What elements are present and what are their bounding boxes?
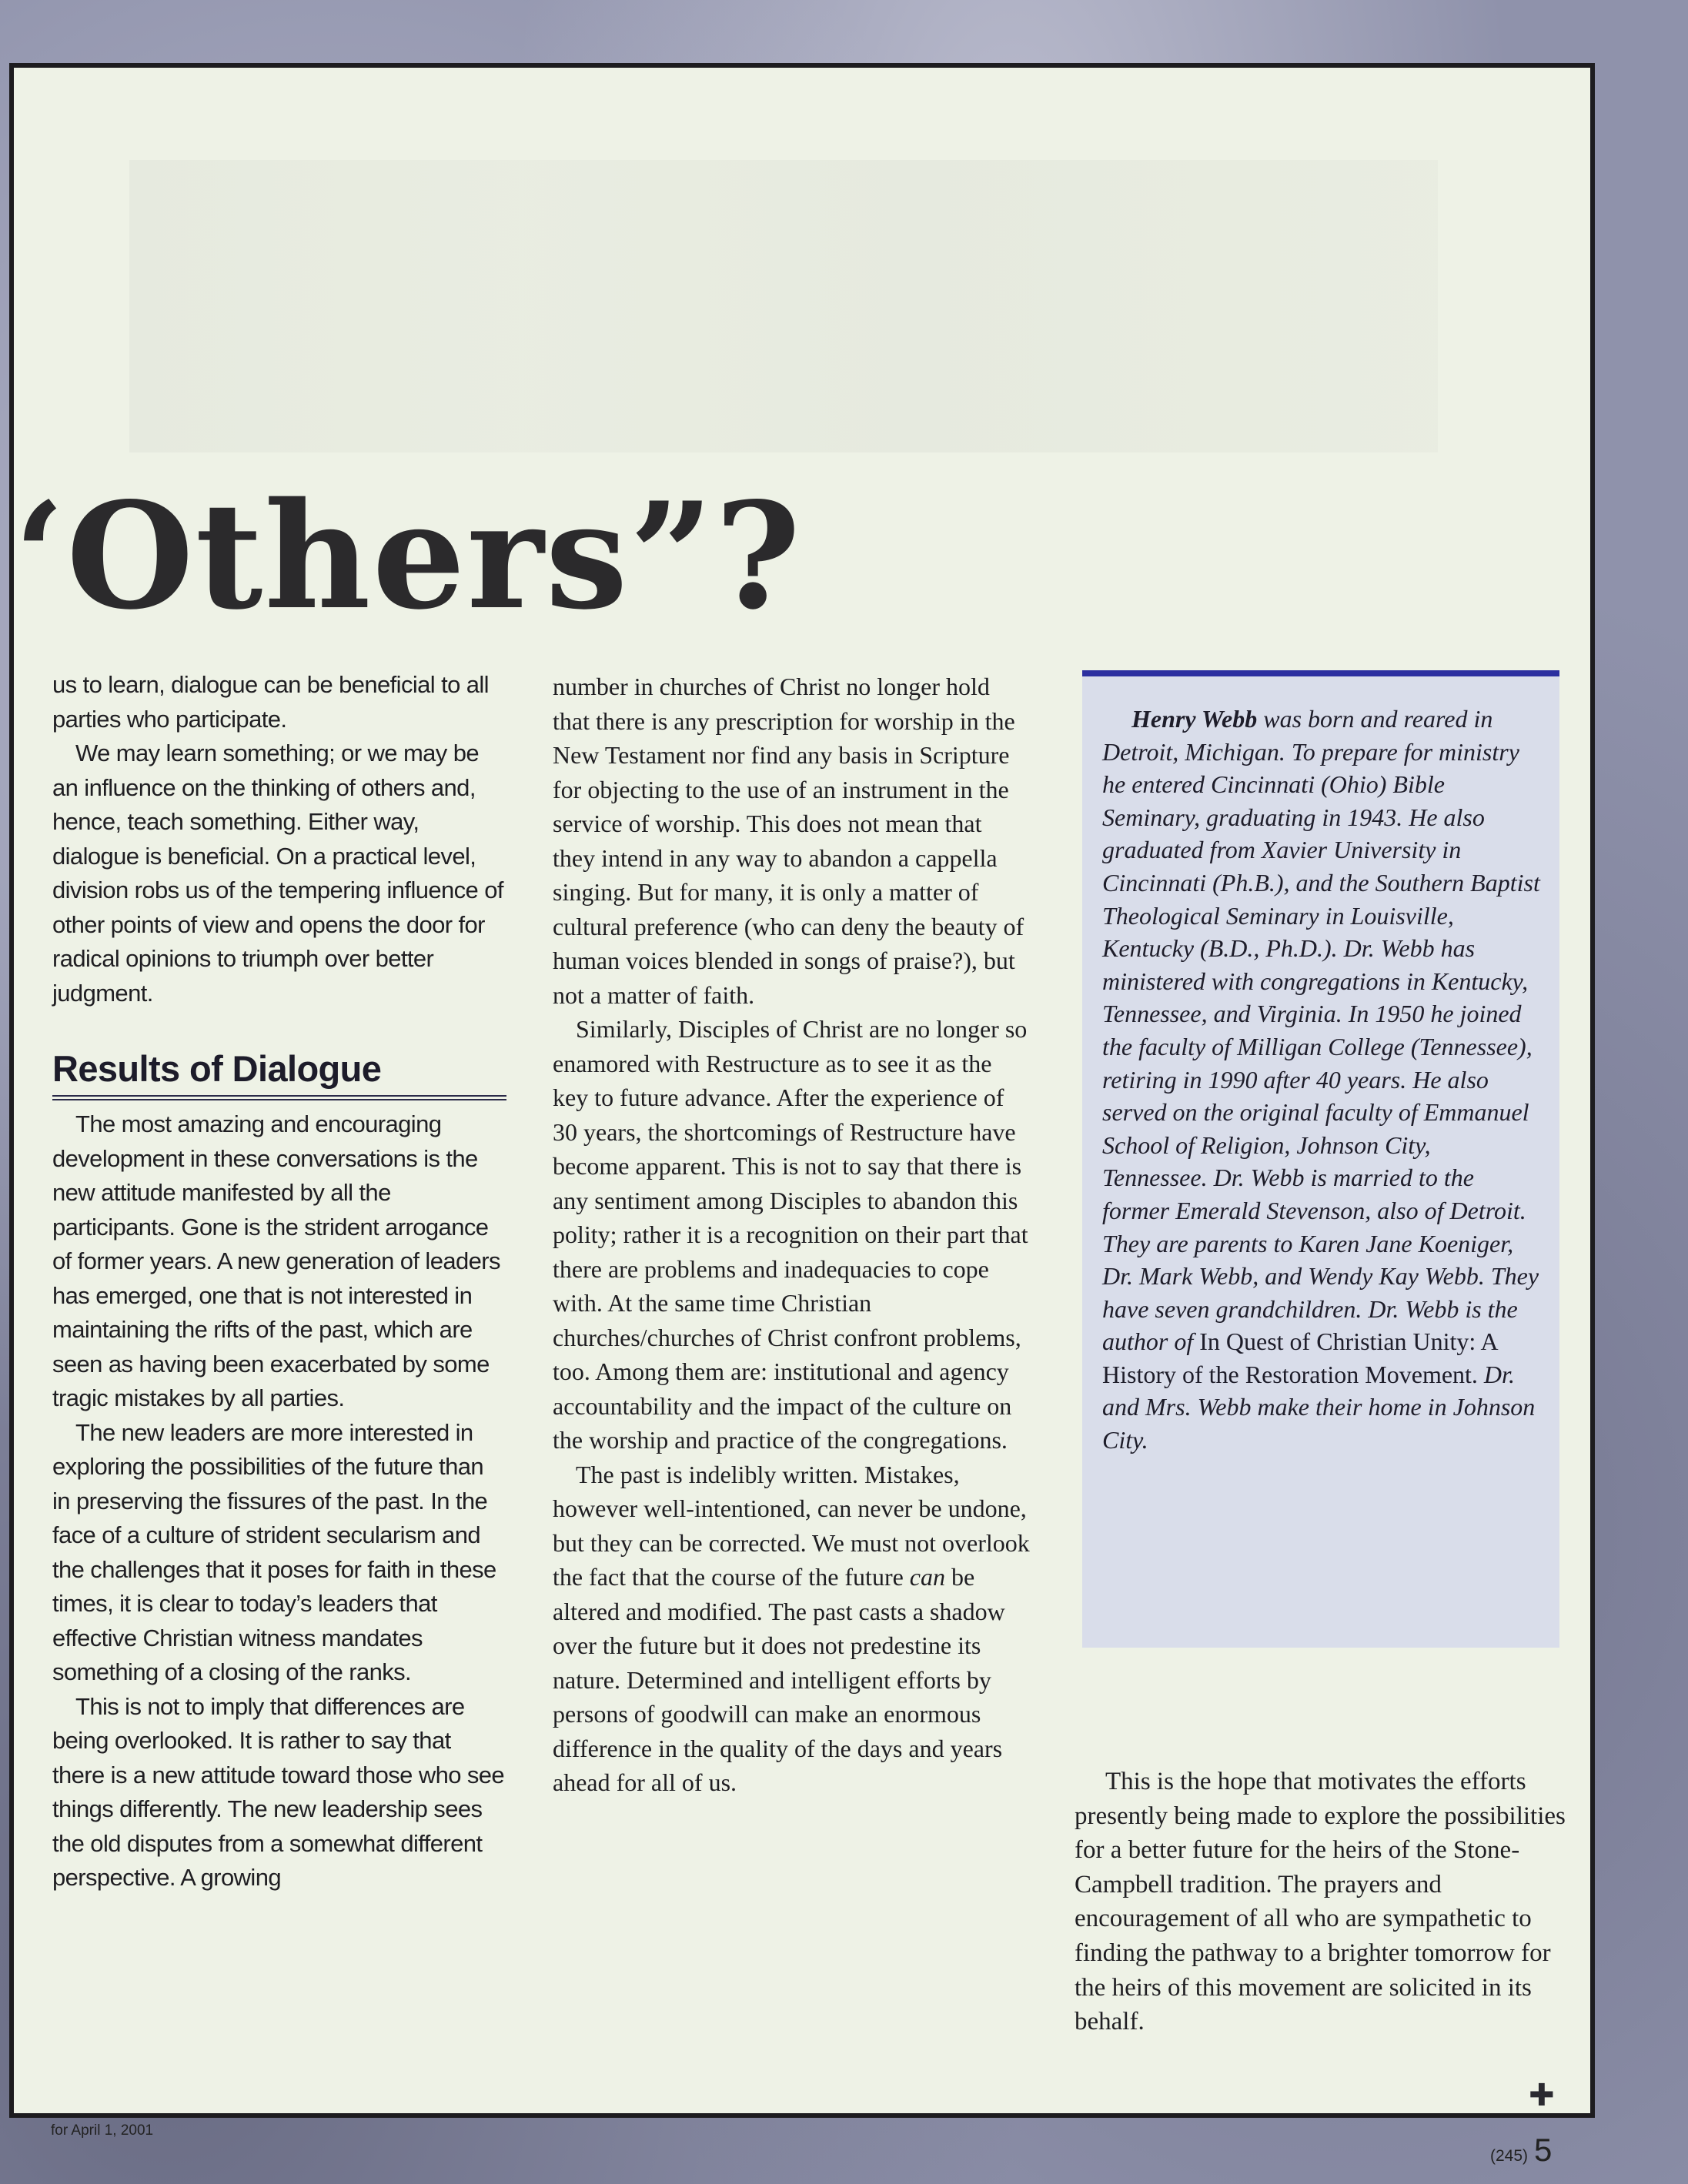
page-code: (245)	[1490, 2147, 1529, 2165]
column-3	[1075, 1765, 1575, 2039]
text-run: Dr. and Mrs. Webb make their home in Johnson City.	[1102, 1360, 1536, 1454]
paragraph: The new leaders are more interested in exploring the possibilities of the future than in preserving the fissures of the past. In the face of a culture of strident secularism and the challenges that it poses for faith in these times, it is clear to today’s leaders that effective Christian witness mandates something of a closing of the ranks.	[52, 1418, 496, 1685]
paragraph: The most amazing and encouraging development in these conversations is the new attitude manifested by all the participants. Gone is the strident arrogance of former years. A new generation of leaders has emerged, one that is not interested in maintaining the rifts of the past, which are seen as having been exacerbated by some tragic mistakes by all parties.	[52, 1110, 500, 1411]
book-title: In Quest of Christian Unity: A History of the Restoration Movement.	[1102, 1327, 1497, 1388]
emphasis: can	[909, 1563, 945, 1591]
text-run: The past is indelibly written. Mistakes, however well-intentioned, can never be undone, but they can be corrected. We must not overlook the fact that the course of the future	[553, 1460, 1030, 1591]
author-name: Henry Webb	[1131, 705, 1258, 733]
issue-date: for April 1, 2001	[51, 2122, 154, 2139]
headline: ‘Others”?	[14, 470, 803, 642]
page-number	[1490, 2132, 1552, 2169]
paragraph: We may learn something; or we may be an influence on the thinking of others and, hence, teach something. Either way, dialogue is beneficial. On a practical level, division robs us of the tempering influence of other points of view and opens the door for radical opinions to triumph over better judgment.	[52, 740, 503, 1007]
text-run: be altered and modified. The past casts a shadow over the future but it does not predestine its nature. Determined and intelligent efforts by persons of goodwill can make an enormous difference in the quality of the days and years ahead for all of us.	[553, 1563, 1005, 1796]
faded-background-art	[129, 160, 1438, 452]
end-mark-icon: ✚	[1529, 2078, 1555, 2113]
text-run: was born and reared in Detroit, Michigan. To prepare for ministry he entered Cincinnati (Ohio) Bible Seminary, graduating in 1943. He also graduated from Xavier University in Cincinnati (Ph.B.), and the Southern Baptist Theological Seminary in Louisville, Kentucky (B.D., Ph.D.). Dr. Webb has ministered with congregations in Kentucky, Tennessee, and Virginia. In 1950 he joined the faculty of Milligan College (Tennessee), retiring in 1990 after 40 years. He also served on the original faculty of Emmanuel School of Religion, Johnson City, Tennessee. Dr. Webb is married to the former Emerald Stevenson, also of Detroit. They are parents to Karen Jane Koeniger, Dr. Mark Webb, and Wendy Kay Webb. They have seven grandchildren. Dr. Webb is the author of	[1102, 705, 1540, 1356]
magazine-page	[9, 63, 1595, 2168]
paragraph: number in churches of Christ no longer hold that there is any prescription for worship in the New Testament nor find any basis in Scripture for objecting to the use of an instrument in the service of worship. This does not mean that they intend in any way to abandon a cappella singing. But for many, it is only a matter of cultural preference (who can deny the beauty of human voices blended in songs of praise?), but not a matter of faith.	[553, 673, 1024, 1009]
author-bio-box	[1082, 670, 1559, 1648]
section-heading: Results of Dialogue	[52, 1047, 506, 1097]
page-num: 5	[1534, 2132, 1553, 2168]
paragraph: This is not to imply that differences are being overlooked. It is rather to say that there is a new attitude toward those who see things differently. The new leadership sees the old disputes from a somewhat different perspective. A growing	[52, 1692, 505, 1891]
paragraph: us to learn, dialogue can be beneficial to all parties who participate.	[52, 671, 489, 733]
paragraph: This is the hope that motivates the efforts presently being made to explore the possibilities for a better future for the heirs of the Stone-Campbell tradition. The prayers and encouragement of all who are sympathetic to finding the pathway to a brighter tomorrow for the heirs of this movement are solicited in its behalf.	[1075, 1768, 1566, 2036]
paragraph: Similarly, Disciples of Christ are no longer so enamored with Restructure as to see it as the key to future advance. After the experience of 30 years, the shortcomings of Restructure have become apparent. This is not to say that there is any sentiment among Disciples to abandon this polity; rather it is a recognition on their part that there are problems and inadequacies to cope with. At the same time Christian churches/churches of Christ confront problems, too. Among them are: institutional and agency accountability and the impact of the culture on the worship and practice of the congregations.	[553, 1015, 1028, 1454]
paragraph	[553, 1458, 1030, 1800]
column-2	[553, 670, 1030, 1800]
column-1	[52, 668, 506, 1895]
bio-text	[1102, 703, 1541, 1457]
